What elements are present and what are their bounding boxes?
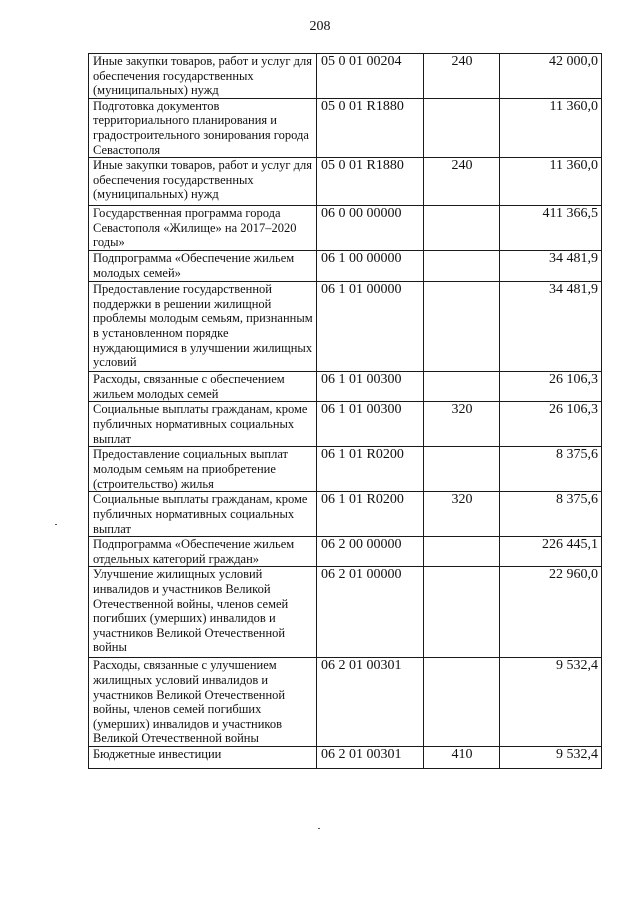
row-code: 05 0 01 00204 <box>317 54 424 99</box>
row-sum: 8 375,6 <box>500 447 602 492</box>
row-type: 320 <box>424 402 500 447</box>
row-type <box>424 537 500 567</box>
row-code: 06 1 01 00300 <box>317 372 424 402</box>
table-row <box>89 98 602 157</box>
row-sum: 34 481,9 <box>500 282 602 372</box>
row-type <box>424 98 500 157</box>
row-type <box>424 206 500 251</box>
scan-speck <box>55 524 57 525</box>
row-sum: 22 960,0 <box>500 567 602 658</box>
table-row <box>89 251 602 282</box>
row-type <box>424 251 500 282</box>
row-name: Расходы, связанные с обеспечением жильем молодых семей <box>89 372 317 402</box>
row-sum: 42 000,0 <box>500 54 602 99</box>
row-code: 06 1 01 R0200 <box>317 492 424 537</box>
row-sum: 9 532,4 <box>500 747 602 769</box>
row-code: 06 1 00 00000 <box>317 251 424 282</box>
table-row <box>89 372 602 402</box>
row-type: 240 <box>424 158 500 206</box>
row-name: Предоставление социальных выплат молодым семьям на приобретение (строительство) жилья <box>89 447 317 492</box>
table-row <box>89 447 602 492</box>
budget-table <box>88 53 602 769</box>
table-row <box>89 54 602 99</box>
row-type: 410 <box>424 747 500 769</box>
page-number: 208 <box>309 19 331 34</box>
row-sum: 11 360,0 <box>500 158 602 206</box>
row-sum: 11 360,0 <box>500 98 602 157</box>
table-row <box>89 282 602 372</box>
table-row <box>89 158 602 206</box>
row-type <box>424 658 500 747</box>
row-code: 06 1 01 00300 <box>317 402 424 447</box>
row-name: Расходы, связанные с улучшением жилищных условий инвалидов и участников Великой Отечественной войны, членов семей погибших (умерших) инвалидов и участников Великой Отечественной войны <box>89 658 317 747</box>
row-sum: 26 106,3 <box>500 402 602 447</box>
row-code: 06 2 01 00301 <box>317 747 424 769</box>
row-code: 06 2 01 00301 <box>317 658 424 747</box>
row-name: Социальные выплаты гражданам, кроме публичных нормативных социальных выплат <box>89 492 317 537</box>
row-type <box>424 372 500 402</box>
row-name: Подготовка документов территориального планирования и градостроительного зонирования города Севастополя <box>89 98 317 157</box>
row-code: 06 0 00 00000 <box>317 206 424 251</box>
row-name: Иные закупки товаров, работ и услуг для обеспечения государственных (муниципальных) нужд <box>89 158 317 206</box>
row-code: 06 2 01 00000 <box>317 567 424 658</box>
row-name: Подпрограмма «Обеспечение жильем отдельных категорий граждан» <box>89 537 317 567</box>
row-sum: 8 375,6 <box>500 492 602 537</box>
row-code: 05 0 01 R1880 <box>317 98 424 157</box>
row-type <box>424 447 500 492</box>
row-type <box>424 567 500 658</box>
table-row <box>89 658 602 747</box>
row-type <box>424 282 500 372</box>
table-row <box>89 402 602 447</box>
row-type: 240 <box>424 54 500 99</box>
row-code: 06 1 01 00000 <box>317 282 424 372</box>
row-sum: 26 106,3 <box>500 372 602 402</box>
row-code: 06 2 00 00000 <box>317 537 424 567</box>
row-name: Предоставление государственной поддержки в решении жилищной проблемы молодым семьям, признанным в установленном порядке нуждающимися в улучшении жилищных условий <box>89 282 317 372</box>
row-sum: 34 481,9 <box>500 251 602 282</box>
row-name: Улучшение жилищных условий инвалидов и участников Великой Отечественной войны, членов семей погибших (умерших) инвалидов и участников Великой Отечественной войны <box>89 567 317 658</box>
row-name: Подпрограмма «Обеспечение жильем молодых семей» <box>89 251 317 282</box>
table-row <box>89 567 602 658</box>
row-name: Бюджетные инвестиции <box>89 747 317 769</box>
table-row <box>89 206 602 251</box>
table-row <box>89 492 602 537</box>
scan-speck <box>318 828 320 829</box>
row-name: Социальные выплаты гражданам, кроме публичных нормативных социальных выплат <box>89 402 317 447</box>
row-sum: 411 366,5 <box>500 206 602 251</box>
row-sum: 9 532,4 <box>500 658 602 747</box>
row-name: Иные закупки товаров, работ и услуг для обеспечения государственных (муниципальных) нужд <box>89 54 317 99</box>
table-row <box>89 537 602 567</box>
row-name: Государственная программа города Севастополя «Жилище» на 2017–2020 годы» <box>89 206 317 251</box>
row-code: 06 1 01 R0200 <box>317 447 424 492</box>
row-type: 320 <box>424 492 500 537</box>
row-sum: 226 445,1 <box>500 537 602 567</box>
table-row <box>89 747 602 769</box>
row-code: 05 0 01 R1880 <box>317 158 424 206</box>
